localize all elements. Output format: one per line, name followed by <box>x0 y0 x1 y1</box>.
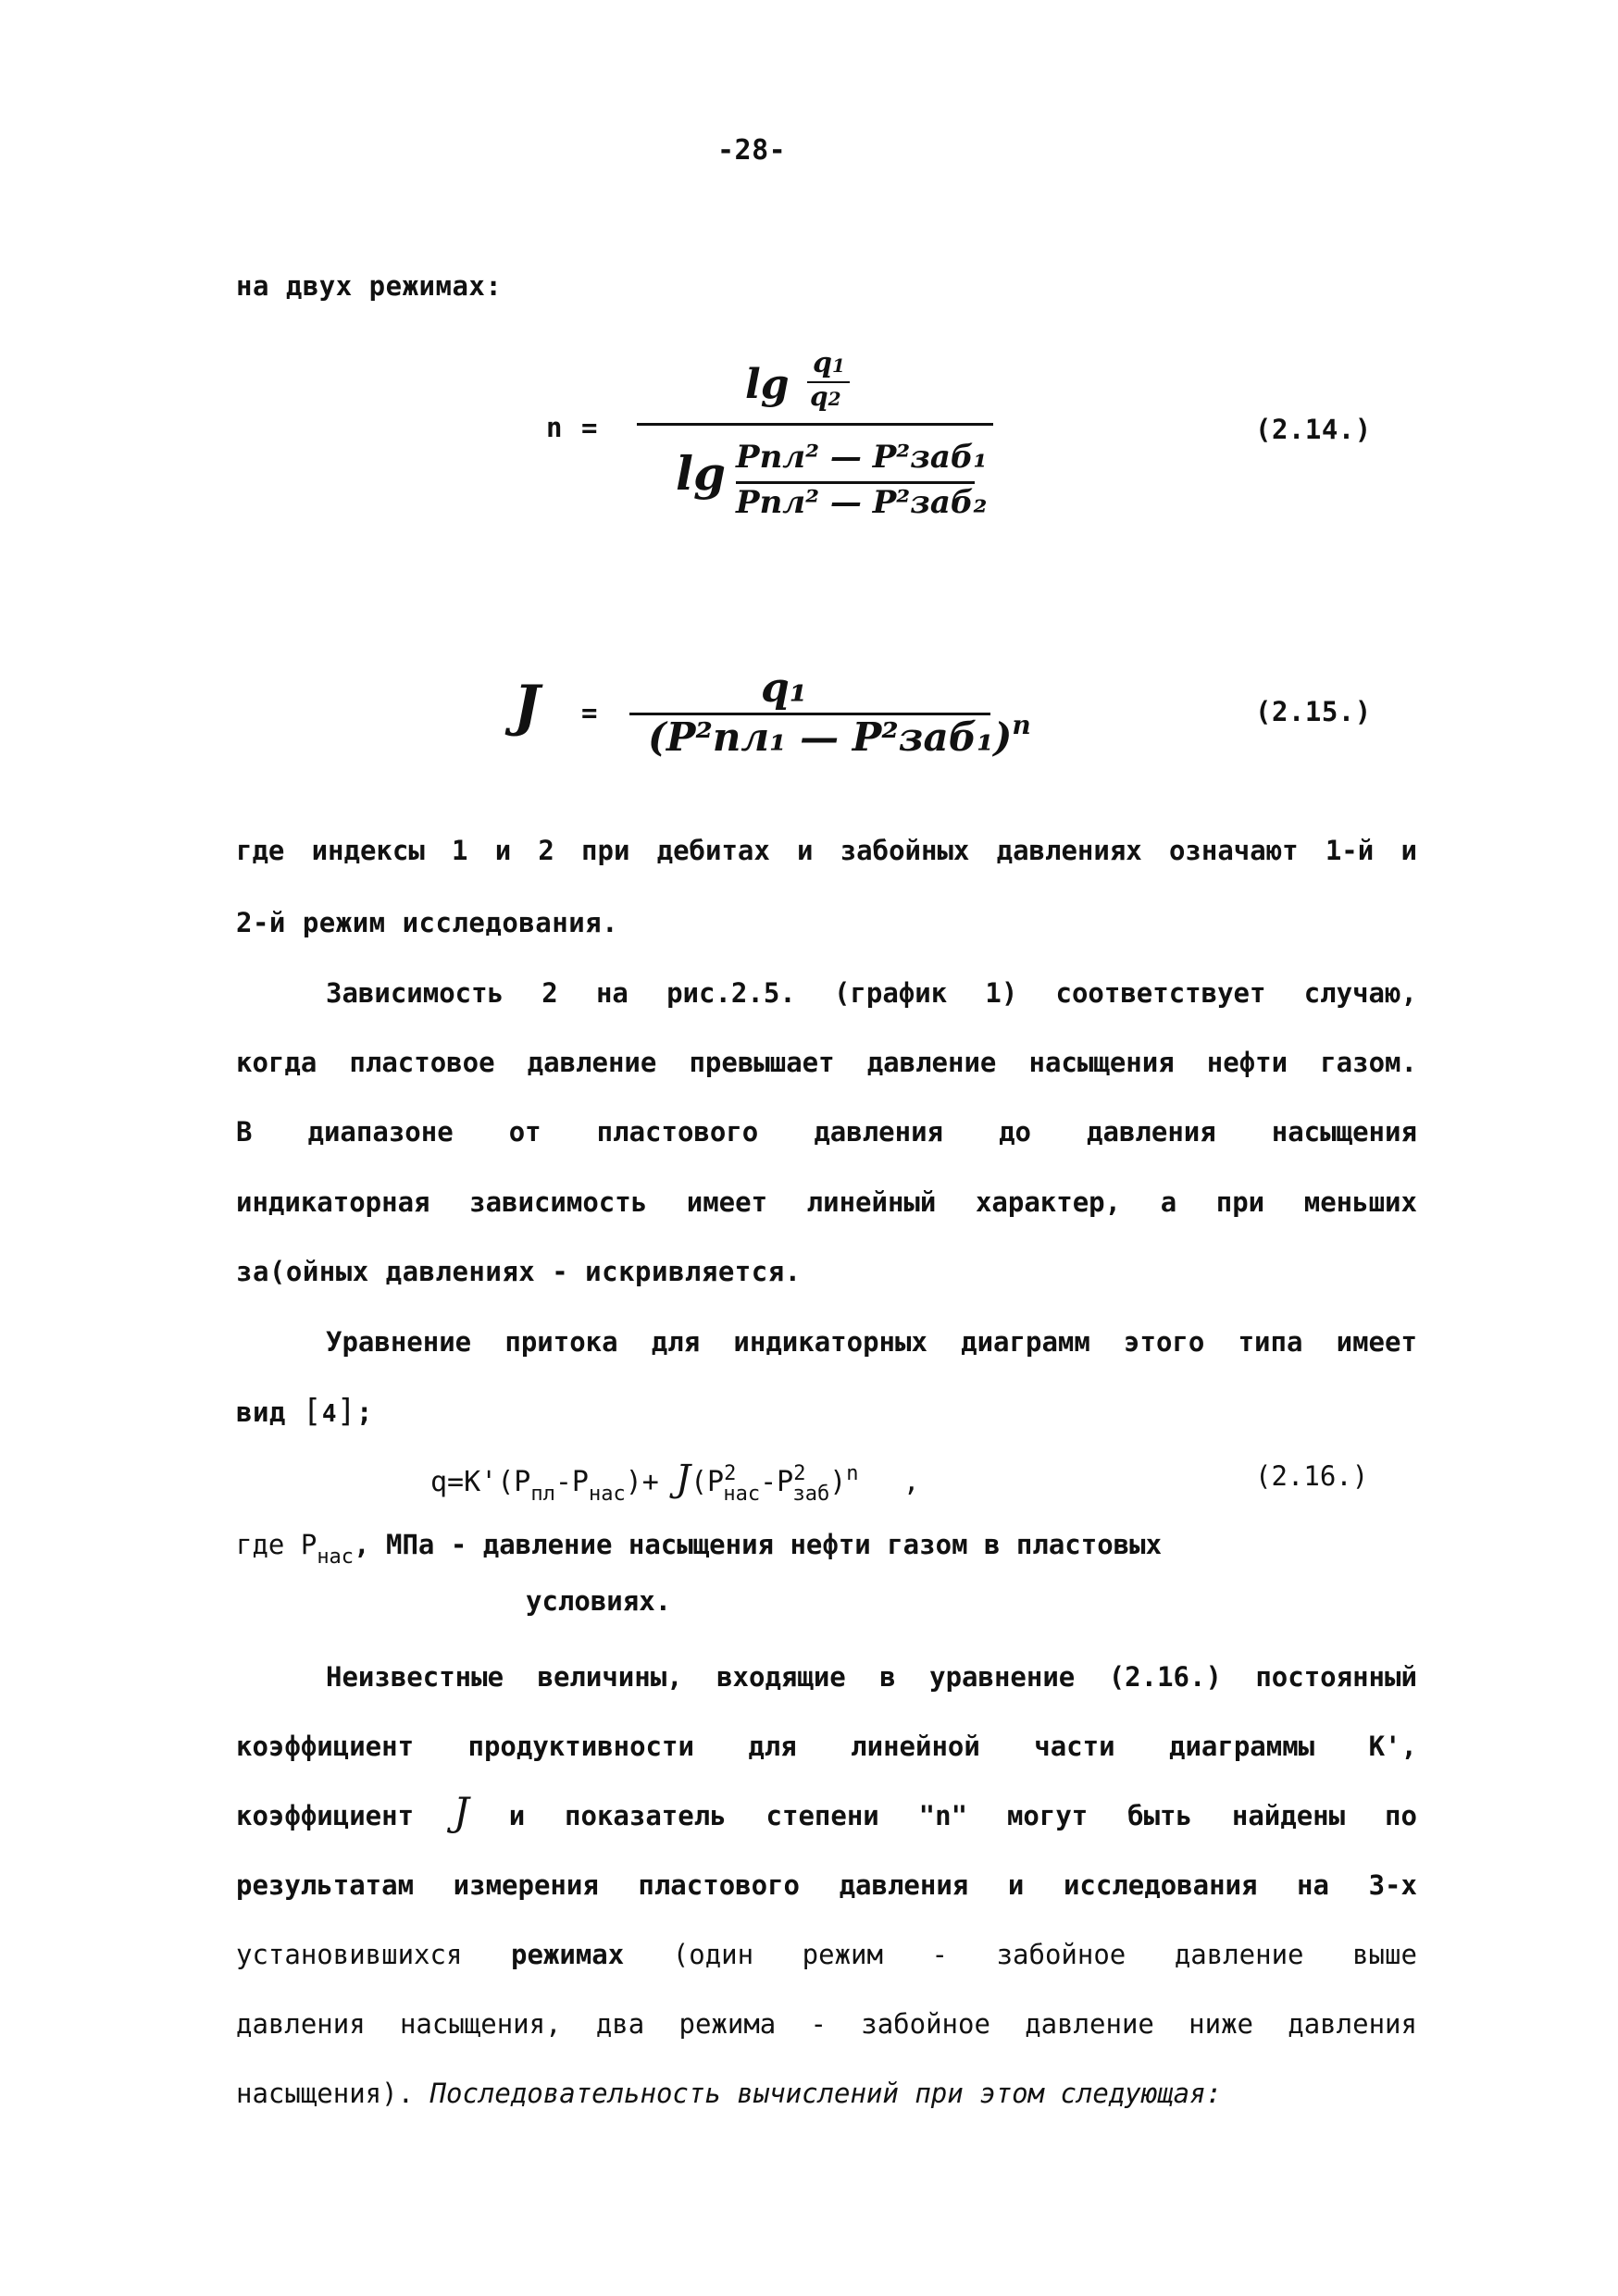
eq214-lhs: n <box>546 412 563 443</box>
eq214-den-lg: lg <box>676 446 726 501</box>
page-number: -28- <box>717 134 787 167</box>
eq215-equals: = <box>581 697 598 728</box>
eq214-number: (2.14.) <box>1255 414 1372 445</box>
eq214-main-line <box>637 423 993 426</box>
para4-line2: коэффициент продуктивности для линейной части диаграммы K', <box>236 1731 1417 1762</box>
eq214-num-lg: lg <box>745 361 790 408</box>
eq215-den: (P²пл₁ — P²заб₁)$^n$ <box>648 710 1031 760</box>
eq214-num-q1: q1 <box>813 347 845 379</box>
para2-line4: индикаторная зависимость имеет линейный характер, а при меньших <box>236 1186 1417 1218</box>
eq215-lhs: J <box>514 674 541 738</box>
intro-text: на двух режимах: <box>236 270 503 302</box>
para3-line1: Уравнение притока для индикаторных диаграмм этого типа имеет <box>326 1326 1417 1358</box>
eq216-number: (2.16.) <box>1255 1460 1369 1492</box>
para4-line7: насыщения). Последовательность вычислений при этом следующая: <box>236 2078 1223 2109</box>
para2-line3: В диапазоне от пластового давления до давления насыщения <box>236 1116 1417 1148</box>
para4-line5: установившихся режимах (один режим - забойное давление выше <box>236 1939 1417 1970</box>
equation-2-16: $q=K'(P_{пл}-P_{нас})+ J(P^2_{нас}-P^2_{заб})^n$ , <box>430 1458 920 1506</box>
where-line1: где $P_{нас}$, МПа - давление насыщения нефти газом в пластовых <box>236 1529 1163 1569</box>
eq214-den-top: Pпл² — P²заб₁ <box>736 439 988 476</box>
para4-line6: давления насыщения, два режима - забойное давление ниже давления <box>236 2008 1417 2040</box>
eq215-num: q₁ <box>761 664 808 712</box>
para2-line1: Зависимость 2 на рис.2.5. (график 1) соответствует случаю, <box>326 977 1417 1009</box>
para1-line2: 2-й режим исследования. <box>236 907 619 938</box>
eq215-number: (2.15.) <box>1255 696 1372 727</box>
para4-line4: результатам измерения пластового давления и исследования на 3-х <box>236 1869 1417 1901</box>
para4-line3: коэффициент J и показатель степени "n" могут быть найдены по <box>236 1789 1417 1834</box>
citation-ref: [4] <box>302 1393 356 1430</box>
para2-line5: за(ойных давлениях - искривляется. <box>236 1256 802 1287</box>
para1-line1: где индексы 1 и 2 при дебитах и забойных давлениях означают 1-й и <box>236 835 1417 866</box>
para4-line1: Неизвестные величины, входящие в уравнение (2.16.) постоянный <box>326 1661 1417 1693</box>
eq214-num-q2: q2 <box>810 381 841 412</box>
para2-line2: когда пластовое давление превышает давление насыщения нефти газом. <box>236 1047 1417 1078</box>
eq214-den-bot: Pпл² — P²заб₂ <box>736 484 988 521</box>
para3-line2: вид [4]; <box>236 1393 373 1430</box>
where-line2: условиях. <box>526 1585 672 1617</box>
eq214-equals: = <box>581 412 598 443</box>
